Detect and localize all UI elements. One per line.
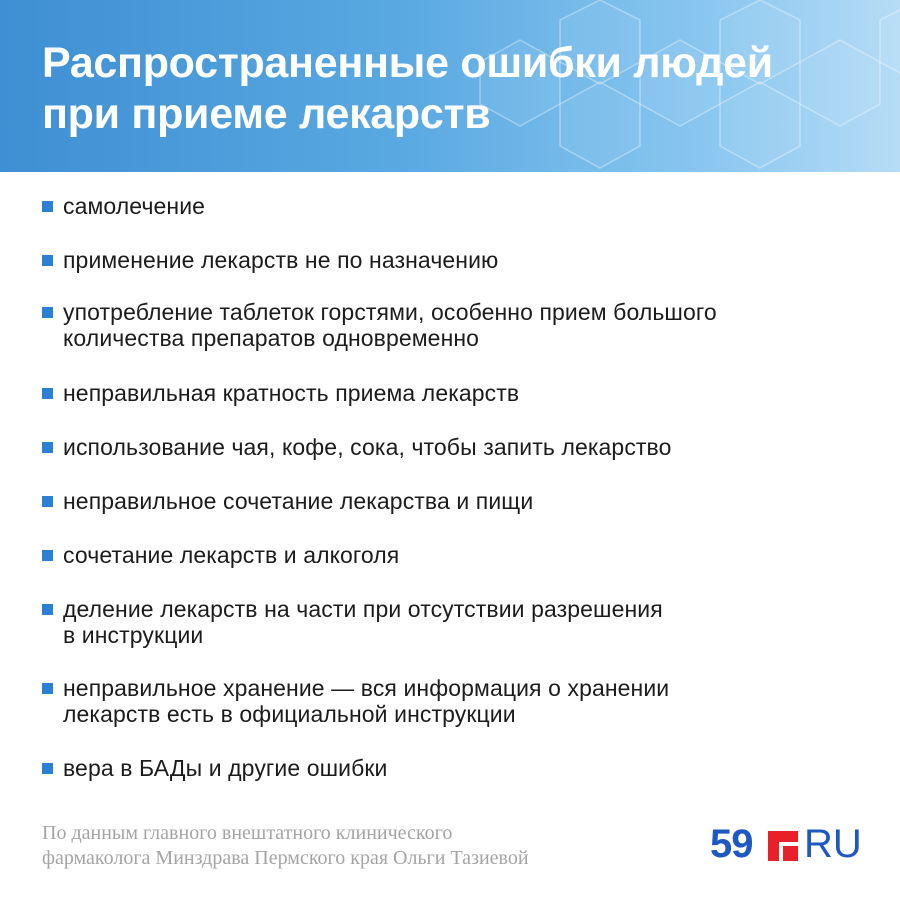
logo-suffix: RU — [804, 822, 862, 866]
source-line-1: По данным главного внештатного клинического — [42, 822, 453, 844]
source-line-2: фармаколога Минздрава Пермского края Ольги Тазиевой — [42, 847, 529, 869]
square-bullet-icon — [42, 388, 53, 399]
list-item-text: неправильная кратность приема лекарств — [63, 380, 520, 406]
square-bullet-icon — [42, 255, 53, 266]
list-item-text: деление лекарств на части при отсутствии разрешения в инструкции — [63, 596, 663, 648]
title-line-2: при приеме лекарств — [42, 90, 491, 138]
list-item-text: самолечение — [63, 193, 206, 219]
square-bullet-icon — [42, 604, 53, 615]
square-bullet-icon — [42, 201, 53, 212]
square-bullet-icon — [42, 550, 53, 561]
square-bullet-icon — [42, 496, 53, 507]
list-item-text: использование чая, кофе, сока, чтобы запить лекарство — [63, 434, 672, 460]
list-item-text: неправильное хранение — вся информация о хранении лекарств есть в официальной инструкции — [63, 675, 670, 727]
site-logo[interactable] — [710, 822, 862, 868]
list-item-text: вера в БАДы и другие ошибки — [63, 755, 388, 781]
logo-number: 59 — [710, 822, 753, 866]
logo-square-icon — [768, 831, 798, 861]
square-bullet-icon — [42, 307, 53, 318]
list-item-text: сочетание лекарств и алкоголя — [63, 542, 400, 568]
list-item-text: неправильное сочетание лекарства и пищи — [63, 488, 534, 514]
source-note — [42, 821, 642, 871]
title-line-1: Распространенные ошибки людей — [42, 39, 773, 87]
square-bullet-icon — [42, 683, 53, 694]
square-bullet-icon — [42, 763, 53, 774]
list-item-text: применение лекарств не по назначению — [63, 247, 499, 273]
square-bullet-icon — [42, 442, 53, 453]
list-item-text: употребление таблеток горстями, особенно прием большого количества препаратов одновременно — [63, 299, 717, 351]
